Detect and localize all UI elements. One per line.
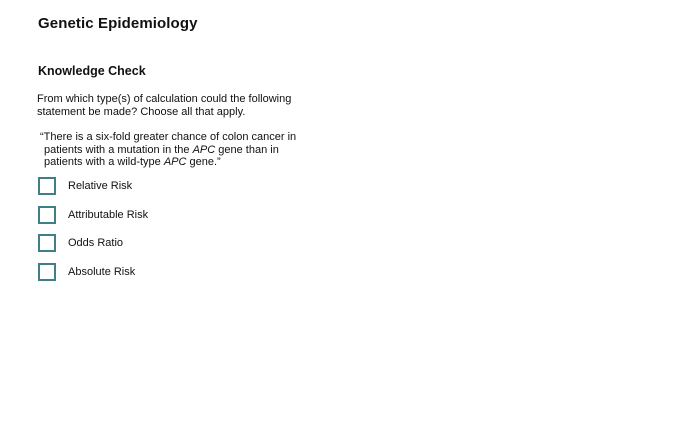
checkbox[interactable] <box>38 206 56 224</box>
option-label[interactable]: Odds Ratio <box>68 237 124 249</box>
option-label[interactable]: Relative Risk <box>68 180 133 192</box>
quote-line-2-start: patients with a mutation in the <box>44 143 193 156</box>
answer-options <box>38 177 148 291</box>
option-label[interactable]: Absolute Risk <box>68 265 136 278</box>
quote-line-2 <box>40 144 315 157</box>
quote-line-2-end: gene than in <box>215 143 279 156</box>
checkbox[interactable] <box>38 234 56 252</box>
checkbox[interactable] <box>38 177 56 195</box>
quote-line-3-end: gene.” <box>186 156 221 168</box>
option-attributable-risk[interactable] <box>38 206 148 224</box>
option-relative-risk[interactable] <box>38 177 148 195</box>
quote-line-3-start: patients with a wild-type <box>44 156 164 168</box>
course-title: Genetic Epidemiology <box>38 15 198 32</box>
checkbox[interactable] <box>38 263 56 281</box>
option-absolute-risk[interactable] <box>38 263 148 281</box>
option-odds-ratio[interactable] <box>38 234 148 252</box>
gene-name: APC <box>192 143 216 156</box>
gene-name: APC <box>163 156 187 168</box>
quote-line-3 <box>40 156 315 169</box>
quote-line-1: “There is a six-fold greater chance of colon cancer in <box>40 131 297 143</box>
section-title: Knowledge Check <box>38 64 146 78</box>
question-prompt: From which type(s) of calculation could the following statement be made? Choose all that apply. <box>37 93 292 118</box>
option-label[interactable]: Attributable Risk <box>68 208 149 221</box>
question-quote <box>40 131 315 169</box>
